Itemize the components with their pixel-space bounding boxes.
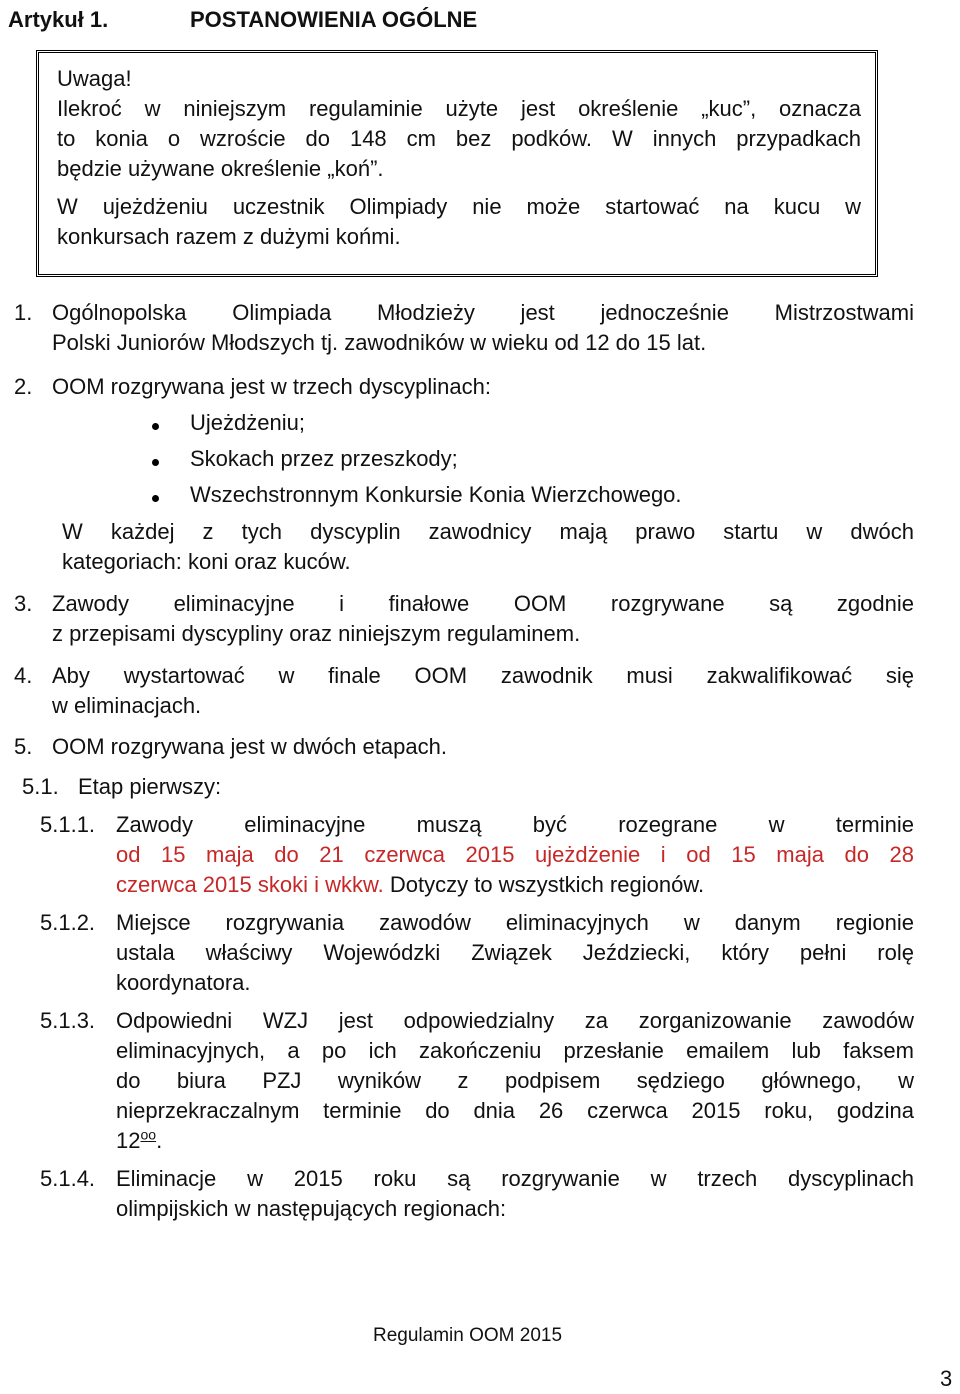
subitem-line: Miejsce rozgrywania zawodów eliminacyjnych w danym regionie [116,910,914,935]
list-item [14,298,914,358]
item-text: OOM rozgrywana jest w dwóch etapach. [52,734,447,759]
list-item [14,589,914,649]
deadline-minutes: oo [140,1126,157,1143]
note-line: konkursach razem z dużymi końmi. [57,224,401,249]
subitem-line: eliminacyjnych, a po ich zakończeniu przesłanie emailem lub faksem [116,1038,914,1063]
note-line: to konia o wzroście do 148 cm bez podków. W innych przypadkach [57,126,861,151]
stage-number: 5.1. [22,774,59,799]
item-number: 1. [14,300,33,325]
subitem-line: ustala właściwy Wojewódzki Związek Jeździecki, który pełni rolę [116,940,914,965]
note-line: będzie używane określenie „koń”. [57,156,384,181]
subitem-line: do biura PZJ wyników z podpisem sędziego głównego, w [116,1068,914,1093]
categories-note-line: W każdej z tych dyscyplin zawodnicy mają prawo startu w dwóch [62,519,914,544]
discipline-item: Wszechstronnym Konkursie Konia Wierzchowego. [190,482,682,507]
item-text: z przepisami dyscypliny oraz niniejszym regulaminem. [52,621,581,646]
subitem-line: . [156,1128,163,1153]
subitem-number: 5.1.3. [40,1008,96,1033]
subitem-text [116,810,914,900]
article-number: Artykuł 1. [8,7,109,32]
article-title: POSTANOWIENIA OGÓLNE [190,7,478,32]
page-number: 3 [940,1366,953,1391]
list-item [14,661,914,721]
item-number: 5. [14,734,33,759]
list-item [14,732,914,762]
subitem-line: Odpowiedni WZJ jest odpowiedzialny za zorganizowanie zawodów [116,1008,914,1033]
subitem-line: olimpijskich w następujących regionach: [116,1196,507,1221]
deadline-hour: 12 [116,1128,141,1153]
bullet-icon [152,459,159,466]
categories-note-line: kategoriach: koni oraz kuców. [62,549,351,574]
discipline-item: Skokach przez przeszkody; [190,446,458,471]
subitem-date-line: czerwca 2015 skoki i wkkw. [116,872,384,897]
discipline-item: Ujeżdżeniu; [190,410,305,435]
subitem-text [116,1006,914,1156]
subitem-number: 5.1.2. [40,910,96,935]
item-number: 4. [14,663,33,688]
subitem-text [116,1164,914,1224]
bullet-icon [152,495,159,502]
subitem-line: Zawody eliminacyjne muszą być rozegrane w terminie [116,812,914,837]
subitem-line: Dotyczy to wszystkich regionów. [383,872,705,897]
subitem-number: 5.1.1. [40,812,96,837]
categories-note [62,517,914,577]
stage-label: Etap pierwszy: [78,774,222,799]
note-line: Ilekroć w niniejszym regulaminie użyte jest określenie „kuc”, oznacza [57,96,861,121]
item-number: 2. [14,374,33,399]
item-text: Polski Juniorów Młodszych tj. zawodników w wieku od 12 do 15 lat. [52,330,707,355]
item-text: Zawody eliminacyjne i finałowe OOM rozgrywane są zgodnie [52,591,914,616]
note-line: W ujeżdżeniu uczestnik Olimpiady nie może startować na kucu w [57,194,861,219]
subitem-line: koordynatora. [116,970,251,995]
item-text: Aby wystartować w finale OOM zawodnik musi zakwalifikować się [52,663,914,688]
subitem-date-line: od 15 maja do 21 czerwca 2015 ujeżdżenie i od 15 maja do 28 [116,842,914,867]
item-text: OOM rozgrywana jest w trzech dyscyplinach: [52,374,491,399]
note-box [36,50,878,277]
subitem-number: 5.1.4. [40,1166,96,1191]
note-label: Uwaga! [57,66,132,91]
item-text: Ogólnopolska Olimpiada Młodzieży jest jednocześnie Mistrzostwami [52,300,914,325]
subitem-text [116,908,914,998]
item-number: 3. [14,591,33,616]
list-item [14,372,914,402]
page-footer: Regulamin OOM 2015 [373,1325,563,1346]
item-text: w eliminacjach. [52,693,202,718]
subitem-line: nieprzekraczalnym terminie do dnia 26 czerwca 2015 roku, godzina [116,1098,914,1123]
subitem-line: Eliminacje w 2015 roku są rozgrywanie w trzech dyscyplinach [116,1166,914,1191]
bullet-icon [152,423,159,430]
